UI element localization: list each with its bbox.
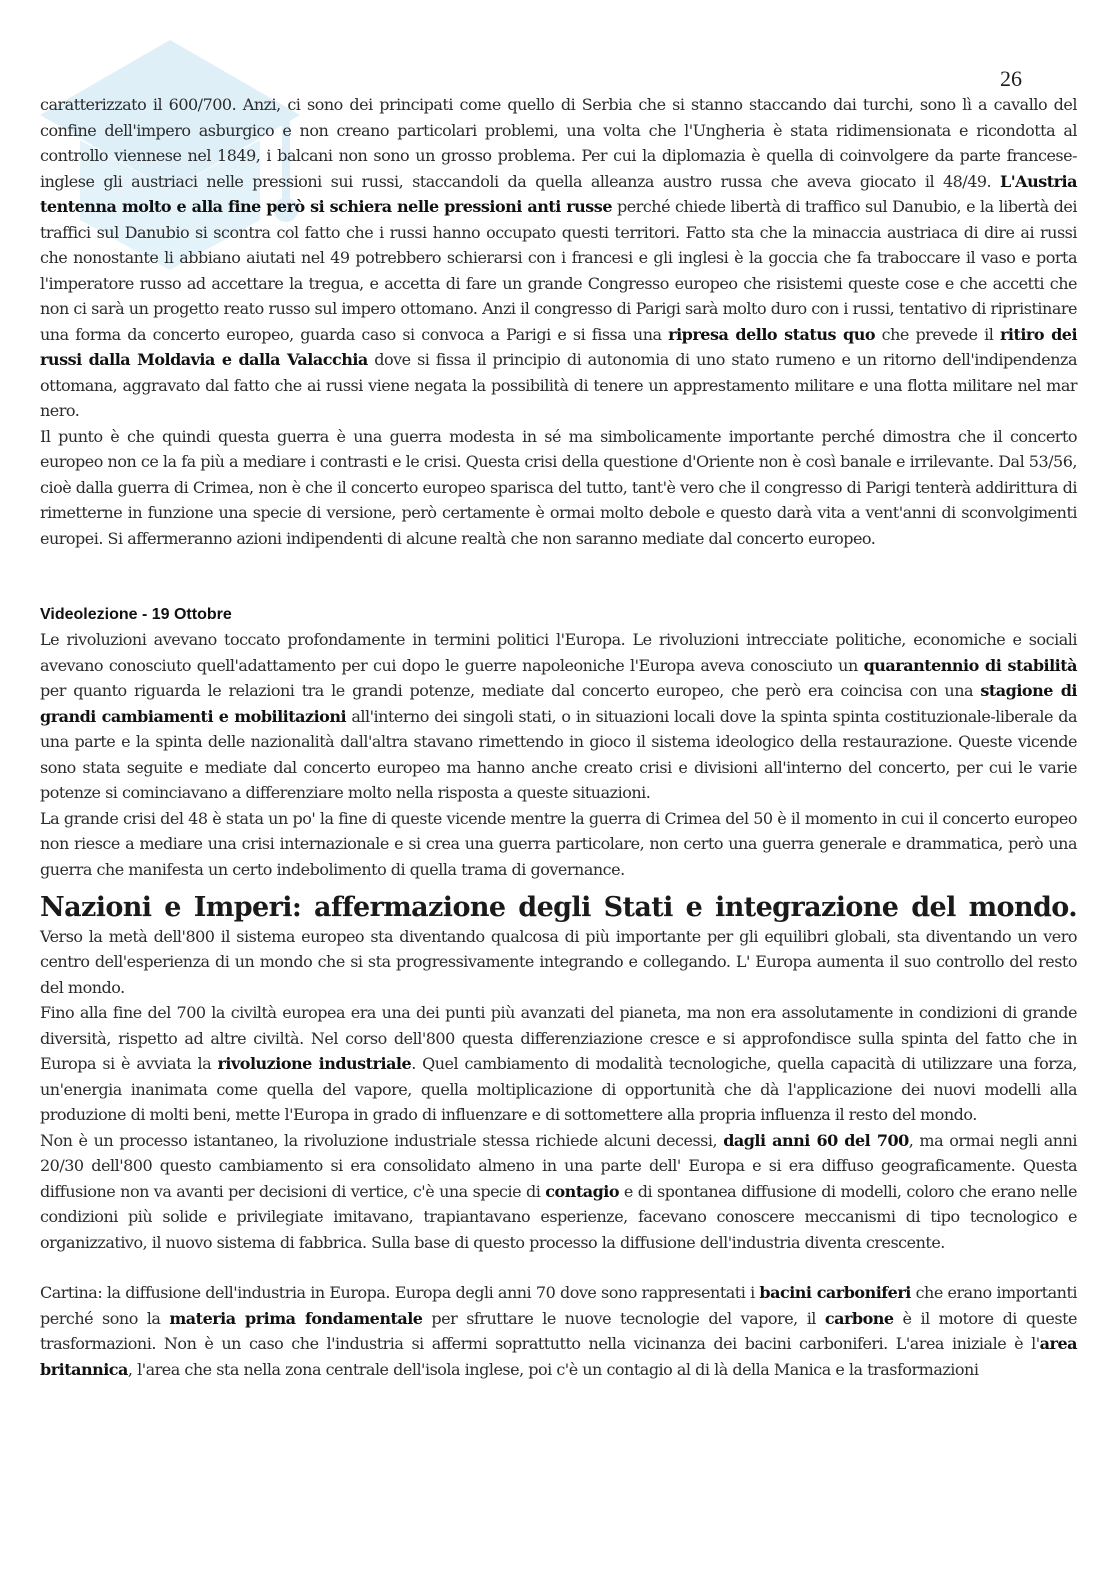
text-run: Fino alla fine del 700 la civiltà europea era una dei punti più avanzati del pianeta, ma non era assolutamente in condizioni di grande diversità, rispetto ad altre civiltà. Nel corso dell'800 questa differenziazione cresce e si approfondisce sulla spinta del fatto che in Europa si è avviata la [40,1003,1077,1073]
section-heading-nazioni: Nazioni e Imperi: affermazione degli Stati e integrazione del mondo. [40,892,1077,923]
text-run: , l'area che sta nella zona centrale dell'isola inglese, poi c'è un contagio al di là della Manica e la trasformazioni [127,1359,979,1379]
text-run: per sfruttare le nuove tecnologie del vapore, il [422,1308,825,1328]
text-run: che erano importanti perché sono la [40,1283,1077,1328]
bold-text: rivoluzione industriale [217,1054,412,1073]
bold-text: ritiro dei russi dalla Moldavia e dalla Valacchia [40,324,1078,369]
text-run: che prevede il [875,324,1000,344]
bold-text: area britannica [40,1334,1077,1379]
page-content [40,92,1077,1382]
paragraph [40,1128,1077,1256]
bold-text: ripresa dello status quo [668,324,876,344]
text-run: La grande crisi del 48 è stata un po' la fine di queste vicende mentre la guerra di Crimea del 50 è il momento in cui il concerto europeo non riesce a mediare una crisi internazionale e si crea una guerra particolare, non certo una guerra generale e drammatica, però una guerra che manifesta un certo indebolimento di quella trama di governance. [40,808,1077,879]
bold-text: contagio [545,1181,620,1201]
text-run: è il motore di queste trasformazioni. Non è un caso che l'industria si affermi soprattutto nella vicinanza dei bacini carboniferi. L'area iniziale è l' [40,1308,1077,1353]
text-run: all'interno dei singoli stati, o in situazioni locali dove la spinta spinta costituzionale-liberale da una parte e la spinta delle nazionalità dall'altra stavano rimettendo in gioco il sistema ideologico della restaurazione. Queste vicende sono stata seguite e mediate dal concerto europeo ma hanno anche creato crisi e divisioni all'interno del concerto, per cui le varie potenze si cominciavano a differenziare molto nella risposta a queste situazioni. [40,706,1078,802]
text-run: Cartina: la diffusione dell'industria in Europa. Europa degli anni 70 dove sono rappresentati i [40,1283,760,1302]
page-number: 26 [1000,66,1022,91]
bold-text: quarantennio di stabilità [863,655,1077,675]
section-nazioni-intro [40,892,1077,1000]
text-run: . Quel cambiamento di modalità tecnologiche, quella capacità di utilizzare una forza, un'energia inanimata come quella del vapore, quella moltiplicazione di opportunità che dà l'applicazione dei nuovi modelli alla produzione di molti beni, mette l'Europa in grado di influenzare e di sottomettere alla propria influenza il resto del mondo. [40,1054,1078,1124]
text-run: dove si fissa il principio di autonomia di uno stato rumeno e un ritorno dell'indipendenza ottomana, aggravato dal fatto che ai russi viene negata la possibilità di tenere un apprestamento militare e una flotta militare nel mar nero. [40,350,1077,420]
bold-text: carbone [824,1308,894,1328]
text-run: Verso la metà dell'800 il sistema europeo sta diventando qualcosa di più importante per gli equilibri globali, sta diventando un vero centro dell'esperienza di un mondo che si sta progressivamente integrando e collegando. L' Europa aumenta il suo controllo del resto del mondo. [40,926,1077,997]
paragraph [40,806,1077,883]
paragraph [40,627,1077,806]
text-run: per quanto riguarda le relazioni tra le grandi potenze, mediate dal concerto europeo, che però era coincisa con una [40,681,981,700]
bold-text: stagione di grandi cambiamenti e mobilitazioni [40,681,1077,726]
text-run: Le rivoluzioni avevano toccato profondamente in termini politici l'Europa. Le rivoluzioni intrecciate politiche, economiche e sociali avevano conosciuto quell'adattamento per cui dopo le guerre napoleoniche l'Europa aveva conosciuto un [40,630,1077,675]
text-run: , ma ormai negli anni 20/30 dell'800 questo cambiamento si era consolidato almeno in una parte dell' Europa e si era diffuso geograficamente. Questa diffusione non va avanti per decisioni di vertice, c'è una specie di [40,1130,1078,1201]
bold-text: bacini carboniferi [759,1283,911,1302]
text-run: Il punto è che quindi questa guerra è una guerra modesta in sé ma simbolicamente importante perché dimostra che il concerto europeo non ce la fa più a mediare i contrasti e le crisi. Questa crisi della questione d'Oriente non è così banale e irrilevante. Dal 53/56, cioè dalla guerra di Crimea, non è che il concerto europeo sparisca del tutto, tant'è vero che il congresso di Parigi tenterà addirittura di rimetterne in funzione una specie di versione, però certamente è ormai molto debole e questo darà vita a vent'anni di sconvolgimenti europei. Si affermeranno azioni indipendenti di alcune realtà che non saranno mediate dal concerto europeo. [40,426,1077,548]
paragraph [40,424,1077,552]
paragraph-cartina [40,1280,1077,1382]
bold-text: dagli anni 60 del 700 [723,1130,909,1150]
text-run: perché chiede libertà di traffico sul Danubio, e la libertà dei traffici sul Danubio si scontra col fatto che i russi hanno occupato questi territori. Fatto sta che la minaccia austriaca di dire ai russi che nonostante li abbiano aiutati nel 49 potrebbero schierarsi con i francesi e gli inglesi è la goccia che fa traboccare il vaso e porta l'imperatore russo ad accettare la tregua, e accetta di fare un grande Congresso europeo che risistemi queste cose e che accetti che non ci sarà un progetto reato russo sul impero ottomano. Anzi il congresso di Parigi sarà molto duro con i russi, tentativo di ripristinare una forma da concerto europeo, guarda caso si convoca a Parigi e si fissa una [40,197,1077,344]
paragraph [40,1000,1077,1128]
text-run: caratterizzato il 600/700. Anzi, ci sono dei principati come quello di Serbia che si stanno staccando dai turchi, sono lì a cavallo del confine dell'impero asburgico e non creano particolari problemi, una volta che l'Ungheria è stata ridimensionata e ricondotta al controllo viennese nel 1849, i balcani non sono un grosso problema. Per cui la diplomazia è quella di coinvolgere da parte francese-inglese gli austriaci nelle pressioni sui russi, staccandoli da quella alleanza austro russa che aveva giocato il 48/49. [40,95,1077,191]
bold-text: materia prima fondamentale [169,1308,423,1328]
text-run: e di spontanea diffusione di modelli, coloro che erano nelle condizioni più solide e privilegiate imitavano, trapiantavano esperienze, facevano conoscere meccanismi di tipo tecnologico e organizzativo, il nuovo sistema di fabbrica. Sulla base di questo processo la diffusione dell'industria diventa crescente. [40,1181,1078,1252]
bold-text: L'Austria tentenna molto e alla fine però si schiera nelle pressioni anti russe [40,171,1077,216]
paragraph [40,92,1077,424]
text-run: Non è un processo istantaneo, la rivoluzione industriale stessa richiede alcuni decessi, [40,1130,724,1150]
section-heading-videolezione: Videolezione - 19 Ottobre [40,606,232,623]
